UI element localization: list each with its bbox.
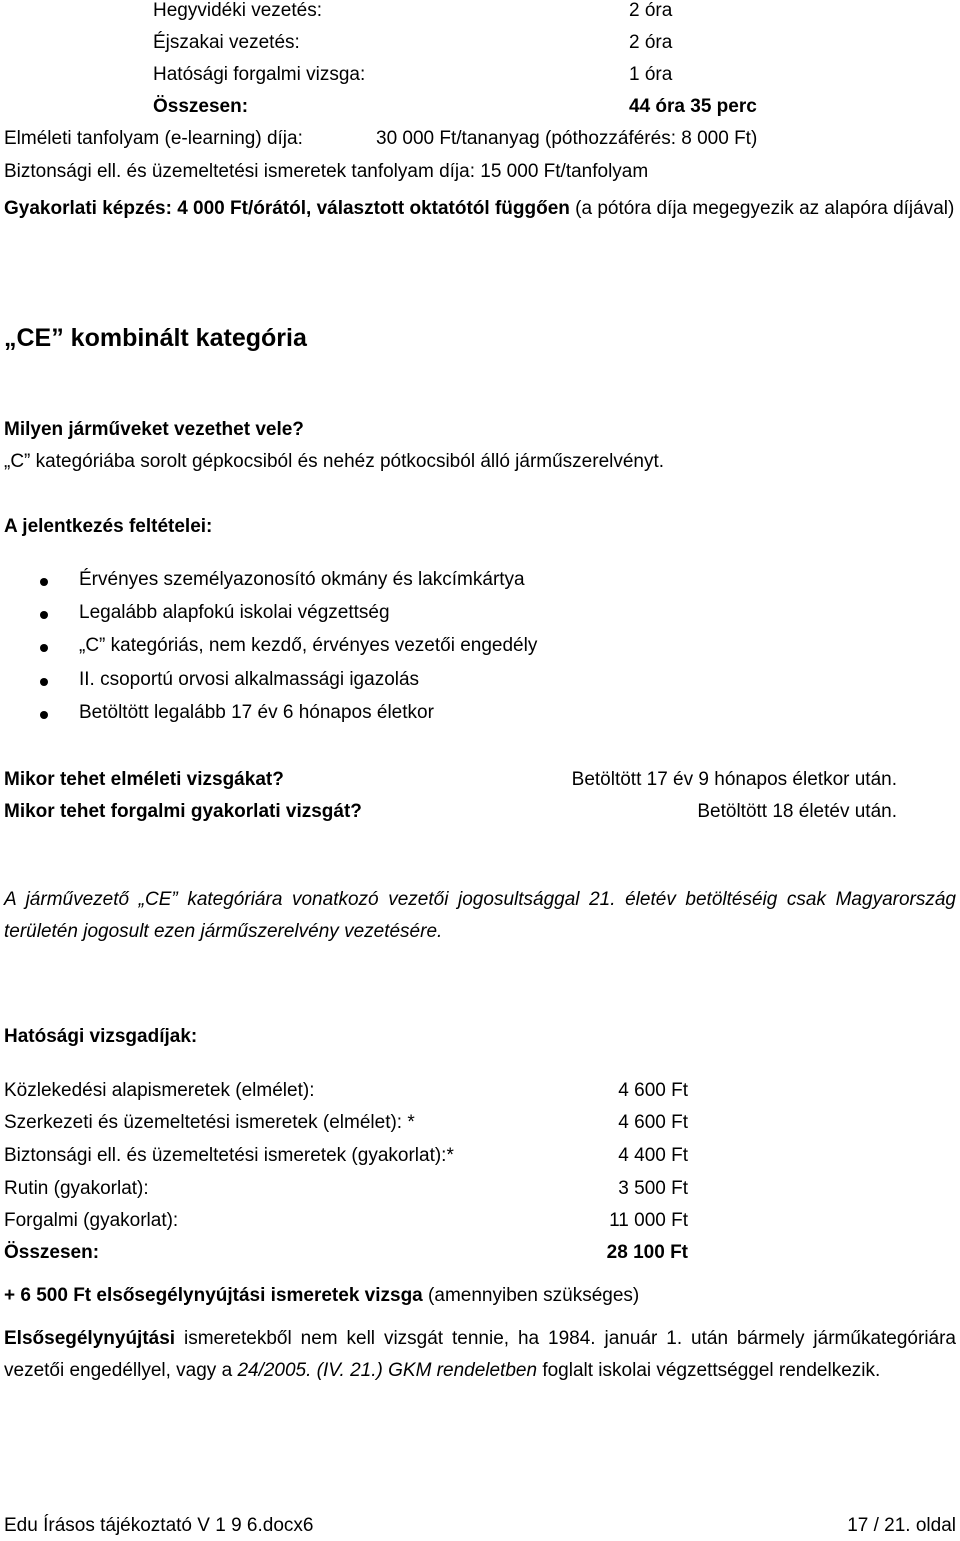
elearning-value: 30 000 Ft/tananyag (póthozzáférés: 8 000 Ft) bbox=[376, 128, 758, 149]
list-item: II. csoportú orvosi alkalmassági igazolás bbox=[79, 669, 420, 690]
first-aid-note-bold: Elsősegélynyújtási bbox=[4, 1328, 176, 1349]
practical-exam-question: Mikor tehet forgalmi gyakorlati vizsgát? bbox=[4, 801, 362, 822]
list-item: „C” kategóriás, nem kezdő, érvényes vezetői engedély bbox=[79, 635, 538, 656]
bullet-icon bbox=[40, 711, 48, 719]
fee-label: Biztonsági ell. és üzemeltetési ismeretek (gyakorlat):* bbox=[4, 1145, 454, 1166]
ce-note: A járművezető „CE” kategóriára vonatkozó vezetői jogosultsággal 21. életév betöltéséig csak Magyarország területén jogosult ezen járműszerelvény vezetésére. bbox=[4, 889, 956, 942]
practical-fee-bold: Gyakorlati képzés: 4 000 Ft/órától, választott oktatótól függően bbox=[4, 198, 570, 219]
bullet-icon bbox=[40, 644, 48, 652]
first-aid-note bbox=[4, 1323, 956, 1387]
section-title: „CE” kombinált kategória bbox=[4, 324, 307, 352]
first-aid-fee-rest: (amennyiben szükséges) bbox=[422, 1285, 640, 1306]
fee-label: Közlekedési alapismeretek (elmélet): bbox=[4, 1080, 315, 1101]
row-value: 1 óra bbox=[629, 64, 673, 85]
bullet-icon bbox=[40, 678, 48, 686]
footer-filename: Edu Írásos tájékoztató V 1 9 6.docx6 bbox=[4, 1515, 314, 1536]
fee-total-value: 28 100 Ft bbox=[606, 1242, 688, 1263]
practical-fee-paragraph bbox=[4, 193, 956, 225]
fee-value: 11 000 Ft bbox=[609, 1210, 688, 1231]
row-label: Éjszakai vezetés: bbox=[153, 32, 300, 53]
elearning-label: Elméleti tanfolyam (e-learning) díja: bbox=[4, 128, 303, 149]
first-aid-fee-line bbox=[4, 1285, 639, 1307]
fee-total-label: Összesen: bbox=[4, 1242, 100, 1263]
first-aid-note-text-2: foglalt iskolai végzettséggel rendelkezik. bbox=[537, 1360, 881, 1381]
total-label: Összesen: bbox=[153, 96, 249, 117]
first-aid-note-text-1: ismeretekből nem kell vizsgát tennie, ha 1984. január 1. után bármely járműkategóriára vezetői engedéllyel, vagy a bbox=[4, 1328, 956, 1381]
total-value: 44 óra 35 perc bbox=[629, 96, 757, 117]
vehicles-question: Milyen járműveket vezethet vele? bbox=[4, 419, 304, 440]
theory-exam-answer: Betöltött 17 év 9 hónapos életkor után. bbox=[571, 769, 897, 790]
row-label: Hegyvidéki vezetés: bbox=[153, 0, 322, 21]
fee-label: Rutin (gyakorlat): bbox=[4, 1178, 149, 1199]
fee-value: 4 600 Ft bbox=[618, 1112, 688, 1133]
fee-label: Forgalmi (gyakorlat): bbox=[4, 1210, 179, 1231]
practical-exam-answer: Betöltött 18 életév után. bbox=[697, 801, 897, 822]
vehicles-answer: „C” kategóriába sorolt gépkocsiból és nehéz pótkocsiból álló járműszerelvényt. bbox=[4, 451, 665, 472]
row-label: Hatósági forgalmi vizsga: bbox=[153, 64, 366, 85]
list-item: Legalább alapfokú iskolai végzettség bbox=[79, 602, 390, 623]
fee-value: 3 500 Ft bbox=[618, 1178, 688, 1199]
bullet-icon bbox=[40, 578, 48, 586]
official-fees-title: Hatósági vizsgadíjak: bbox=[4, 1026, 198, 1047]
theory-exam-question: Mikor tehet elméleti vizsgákat? bbox=[4, 769, 284, 790]
fee-value: 4 400 Ft bbox=[618, 1145, 688, 1166]
safety-fee-line: Biztonsági ell. és üzemeltetési ismeretek tanfolyam díja: 15 000 Ft/tanfolyam bbox=[4, 161, 649, 182]
fee-value: 4 600 Ft bbox=[618, 1080, 688, 1101]
first-aid-note-italic: 24/2005. (IV. 21.) GKM rendeletben bbox=[237, 1360, 538, 1381]
row-value: 2 óra bbox=[629, 0, 673, 21]
list-item: Érvényes személyazonosító okmány és lakcímkártya bbox=[79, 569, 525, 590]
fee-label: Szerkezeti és üzemeltetési ismeretek (elmélet): * bbox=[4, 1112, 415, 1133]
footer-page-number: 17 / 21. oldal bbox=[847, 1515, 956, 1536]
practical-fee-rest: (a pótóra díja megegyezik az alapóra díjával) bbox=[569, 198, 955, 219]
bullet-icon bbox=[40, 611, 48, 619]
list-item: Betöltött legalább 17 év 6 hónapos életkor bbox=[79, 702, 434, 723]
row-value: 2 óra bbox=[629, 32, 673, 53]
first-aid-fee-bold: + 6 500 Ft elsősegélynyújtási ismeretek vizsga bbox=[4, 1285, 423, 1306]
requirements-title: A jelentkezés feltételei: bbox=[4, 516, 213, 537]
